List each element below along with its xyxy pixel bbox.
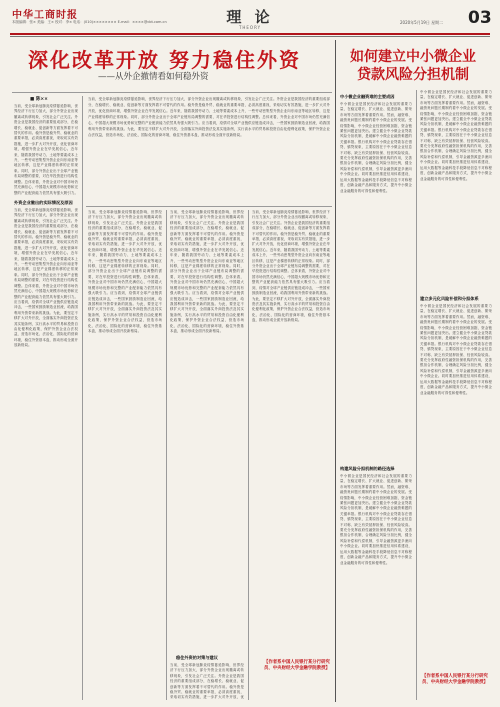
column-divider [248, 210, 249, 700]
newspaper-logo: 中华工商时报 [12, 10, 78, 21]
side-headline: 如何建立中小微企业贷款风险分担机制 [350, 49, 476, 83]
article-subheading-1: 外资企业撤出的实际情况及原因 [14, 200, 73, 205]
masthead-rule-thin [10, 36, 490, 37]
block-divider [86, 206, 332, 207]
side-subheading-1: 中小微企业融资难的主要成因 [340, 94, 395, 99]
column-divider [82, 96, 83, 700]
side-column-1a: 中小微企业是国民经济和社会发展的重要力量，在稳定增长、扩大就业、促进创新、繁荣市场等方面发挥着重要作用。然而，融资难、融资贵问题长期制约着中小微企业的发展。受疫情影响，中小微企业经营困难加剧，资金链紧张问题更加突出。建立健全中小微企业贷款风险分担机制，是破解中小微企业融资难题的关键举措。银行机构对中小微企业贷款存在惜贷、慎贷现象，主要原因在于中小微企业信息不对称、缺乏有效抵押担保、经营风险较高。要充分发挥政府性融资担保机构的作用，完善银担合作机制，合理确定风险分担比例，健全风险补偿和代偿机制，引导金融资源更多流向中小微企业。同时要加快推进信用体系建设，运用大数据等金融科技手段降低信息不对称程度，创新金融产品和服务方式，提升中小微企业金融服务的可得性和便利性。 [340, 102, 412, 193]
side-column-2b: 中小微企业是国民经济和社会发展的重要力量，在稳定增长、扩大就业、促进创新、繁荣市场等方面发挥着重要作用。然而，融资难、融资贵问题长期制约着中小微企业的发展。受疫情影响，中小微企业经营困难加剧，资金链紧张问题更加突出。建立健全中小微企业贷款风险分担机制，是破解中小微企业融资难题的关键举措。银行机构对中小微企业贷款存在惜贷、慎贷现象，主要原因在于中小微企业信息不对称、缺乏有效抵押担保、经营风险较高。要充分发挥政府性融资担保机构的作用，完善银担合作机制，合理确定风险分担比例，健全风险补偿和代偿机制，引导金融资源更多流向中小微企业。同时要加快推进信用体系建设，运用大数据等金融科技手段降低信息不对称程度，创新金融产品和服务方式，提升中小微企业金融服务的可得性和便利性。 [420, 304, 492, 395]
author-note-left: 【作者系中国人民银行某分行研究员、中央财经大学金融学院教授】 [264, 660, 330, 671]
masthead-rule [10, 33, 490, 35]
editor-info: 本版编辑：张× 美编：王× 校对：李× 电话：(010)×××××××× E-mail：××××@cbt.com.cn [12, 20, 167, 24]
article-column-3b: 当前，受全球新冠肺炎疫情蔓延影响，世界经济下行压力加大，部分外资企业出现撤离或转移现象，引发社会广泛关注。外资企业是我国经济的重要组成部分，在稳增长、稳就业、促创新等方面发挥着不可替代的作用。稳外资是稳外贸、稳就业的重要举措，必须高度重视，采取切实有效措施，进一步扩大对外开放，优 [170, 663, 244, 699]
article-separator [335, 40, 336, 702]
section-title: 理 论 [226, 8, 274, 26]
article-column-1b: 当前，受全球新冠肺炎疫情蔓延影响，世界经济下行压力加大，部分外资企业出现撤离或转移现象，引发社会广泛关注。外资企业是我国经济的重要组成部分，在稳增长、稳就业、促创新等方面发挥着不可替代的作用。稳外资是稳外贸、稳就业的重要举措，必须高度重视，采取切实有效措施，进一步扩大对外开放，优化营商环境，增强外资企业在华发展信心。近年来，随着我国劳动力、土地等要素成本上升，一些劳动密集型外资企业向东南亚等地区转移，这是产业梯度转移的正常现象。同时，部分外资企业出于全球产业链布局调整的需要，对在华投资进行结构性调整。总体来看，外资企业对中国市场仍然充满信心，中国超大规模市场优势和完整的产业配套能力依然具有强大吸引力。应当看到，疫情对全球产业链供应链造成冲击，一些国家鼓励制造业回流，给我国利用外资带来新的挑战。为此，要坚定不移扩大对外开放，全面落实外商投资法及其实施条例，实行高水平的贸易和投资自由化便利化政策，保护外资企业合法权益，营造市场化、法治化、国际化的营商环境，稳住外资基本盘，推动形成全面开放新格局。 [14, 208, 78, 348]
article-column-1a: 当前，受全球新冠肺炎疫情蔓延影响，世界经济下行压力加大，部分外资企业出现撤离或转移现象，引发社会广泛关注。外资企业是我国经济的重要组成部分，在稳增长、稳就业、促创新等方面发挥着不可替代的作用。稳外资是稳外贸、稳就业的重要举措，必须高度重视，采取切实有效措施，进一步扩大对外开放，优化营商环境，增强外资企业在华发展信心。近年来，随着我国劳动力、土地等要素成本上升，一些劳动密集型外资企业向东南亚等地区转移，这是产业梯度转移的正常现象。同时，部分外资企业出于全球产业链布局调整的需要，对在华投资进行结构性调整。总体来看，外资企业对中国市场仍然充满信心，中国超大规模市场优势和完整的产业配套能力依然具有强大吸引力。 [14, 104, 78, 195]
section-title-english: THEORY [238, 25, 262, 30]
article-column-2: 当前，受全球新冠肺炎疫情蔓延影响，世界经济下行压力加大，部分外资企业出现撤离或转移现象，引发社会广泛关注。外资企业是我国经济的重要组成部分，在稳增长、稳就业、促创新等方面发挥着不可替代的作用。稳外资是稳外贸、稳就业的重要举措，必须高度重视，采取切实有效措施，进一步扩大对外开放，优化营商环境，增强外资企业在华发展信心。近年来，随着我国劳动力、土地等要素成本上升，一些劳动密集型外资企业向东南亚等地区转移，这是产业梯度转移的正常现象。同时，部分外资企业出于全球产业链布局调整的需要，对在华投资进行结构性调整。总体来看，外资企业对中国市场仍然充满信心，中国超大规模市场优势和完整的产业配套能力依然具有强大吸引力。应当看到，疫情对全球产业链供应链造成冲击，一些国家鼓励制造业回流，给我国利用外资带来新的挑战。为此，要坚定不移扩大对外开放，全面落实外商投资法及其实施条例，实行高水平的贸易和投资自由化便利化政策，保护外资企业合法权益，营造市场化、法治化、国际化的营商环境，稳住外资基本盘，推动形成全面开放新格局。 [88, 210, 162, 333]
page-number: 03 [468, 8, 492, 28]
side-subheading-3: 建立多元化风险补偿和分担体系 [420, 296, 479, 301]
issue-date: 2020年5月19日 星期二 [400, 20, 444, 25]
masthead [0, 0, 500, 34]
column-divider [416, 90, 417, 700]
headline-divider [12, 92, 332, 93]
article-column-3: 当前，受全球新冠肺炎疫情蔓延影响，世界经济下行压力加大，部分外资企业出现撤离或转移现象，引发社会广泛关注。外资企业是我国经济的重要组成部分，在稳增长、稳就业、促创新等方面发挥着不可替代的作用。稳外资是稳外贸、稳就业的重要举措，必须高度重视，采取切实有效措施，进一步扩大对外开放，优化营商环境，增强外资企业在华发展信心。近年来，随着我国劳动力、土地等要素成本上升，一些劳动密集型外资企业向东南亚等地区转移，这是产业梯度转移的正常现象。同时，部分外资企业出于全球产业链布局调整的需要，对在华投资进行结构性调整。总体来看，外资企业对中国市场仍然充满信心，中国超大规模市场优势和完整的产业配套能力依然具有强大吸引力。应当看到，疫情对全球产业链供应链造成冲击，一些国家鼓励制造业回流，给我国利用外资带来新的挑战。为此，要坚定不移扩大对外开放，全面落实外商投资法及其实施条例，实行高水平的贸易和投资自由化便利化政策，保护外资企业合法权益，营造市场化、法治化、国际化的营商环境，稳住外资基本盘，推动形成全面开放新格局。 [170, 210, 244, 333]
article-intro-block: 当前，受全球新冠肺炎疫情蔓延影响，世界经济下行压力加大，部分外资企业出现撤离或转移现象，引发社会广泛关注。外资企业是我国经济的重要组成部分，在稳增长、稳就业、促创新等方面发挥着不可替代的作用。稳外资是稳外贸、稳就业的重要举措，必须高度重视，采取切实有效措施，进一步扩大对外开放，优化营商环境，增强外资企业在华发展信心。近年来，随着我国劳动力、土地等要素成本上升，一些劳动密集型外资企业向东南亚等地区转移，这是产业梯度转移的正常现象。同时，部分外资企业出于全球产业链布局调整的需要，对在华投资进行结构性调整。总体来看，外资企业对中国市场仍然充满信心，中国超大规模市场优势和完整的产业配套能力依然具有强大吸引力。应当看到，疫情对全球产业链供应链造成冲击，一些国家鼓励制造业回流，给我国利用外资带来新的挑战。为此，要坚定不移扩大对外开放，全面落实外商投资法及其实施条例，实行高水平的贸易和投资自由化便利化政策，保护外资企业合法权益，营造市场化、法治化、国际化的营商环境，稳住外资基本盘，推动形成全面开放新格局。 [88, 97, 330, 137]
side-column-1b: 中小微企业是国民经济和社会发展的重要力量，在稳定增长、扩大就业、促进创新、繁荣市场等方面发挥着重要作用。然而，融资难、融资贵问题长期制约着中小微企业的发展。受疫情影响，中小微企业经营困难加剧，资金链紧张问题更加突出。建立健全中小微企业贷款风险分担机制，是破解中小微企业融资难题的关键举措。银行机构对中小微企业贷款存在惜贷、慎贷现象，主要原因在于中小微企业信息不对称、缺乏有效抵押担保、经营风险较高。要充分发挥政府性融资担保机构的作用，完善银担合作机制，合理确定风险分担比例，健全风险补偿和代偿机制，引导金融资源更多流向中小微企业。同时要加快推进信用体系建设，运用大数据等金融科技手段降低信息不对称程度，创新金融产品和服务方式，提升中小微企业金融服务的可得性和便利性。 [340, 474, 412, 565]
main-subheadline: ——从外企撤情看如何稳外资 [98, 72, 209, 82]
side-column-2a: 中小微企业是国民经济和社会发展的重要力量，在稳定增长、扩大就业、促进创新、繁荣市场等方面发挥着重要作用。然而，融资难、融资贵问题长期制约着中小微企业的发展。受疫情影响，中小微企业经营困难加剧，资金链紧张问题更加突出。建立健全中小微企业贷款风险分担机制，是破解中小微企业融资难题的关键举措。银行机构对中小微企业贷款存在惜贷、慎贷现象，主要原因在于中小微企业信息不对称、缺乏有效抵押担保、经营风险较高。要充分发挥政府性融资担保机构的作用，完善银担合作机制，合理确定风险分担比例，健全风险补偿和代偿机制，引导金融资源更多流向中小微企业。同时要加快推进信用体系建设，运用大数据等金融科技手段降低信息不对称程度，创新金融产品和服务方式，提升中小微企业金融服务的可得性和便利性。 [420, 90, 492, 181]
main-headline: 深化改革开放 努力稳住外资 [28, 48, 301, 72]
column-divider [166, 210, 167, 700]
article-subheading-2: 稳住外资的对策与建议 [176, 655, 218, 660]
author-note-right: 【作者系中国人民银行某分行研究员、中央财经大学金融学院教授】 [422, 674, 488, 685]
article-byline: ■ 陈×× [30, 97, 48, 102]
article-column-4: 当前，受全球新冠肺炎疫情蔓延影响，世界经济下行压力加大，部分外资企业出现撤离或转移现象，引发社会广泛关注。外资企业是我国经济的重要组成部分，在稳增长、稳就业、促创新等方面发挥着不可替代的作用。稳外资是稳外贸、稳就业的重要举措，必须高度重视，采取切实有效措施，进一步扩大对外开放，优化营商环境，增强外资企业在华发展信心。近年来，随着我国劳动力、土地等要素成本上升，一些劳动密集型外资企业向东南亚等地区转移，这是产业梯度转移的正常现象。同时，部分外资企业出于全球产业链布局调整的需要，对在华投资进行结构性调整。总体来看，外资企业对中国市场仍然充满信心，中国超大规模市场优势和完整的产业配套能力依然具有强大吸引力。应当看到，疫情对全球产业链供应链造成冲击，一些国家鼓励制造业回流，给我国利用外资带来新的挑战。为此，要坚定不移扩大对外开放，全面落实外商投资法及其实施条例，实行高水平的贸易和投资自由化便利化政策，保护外资企业合法权益，营造市场化、法治化、国际化的营商环境，稳住外资基本盘，推动形成全面开放新格局。 [252, 210, 330, 323]
side-subheading-2: 构建风险分担机制的路径选择 [340, 466, 395, 471]
